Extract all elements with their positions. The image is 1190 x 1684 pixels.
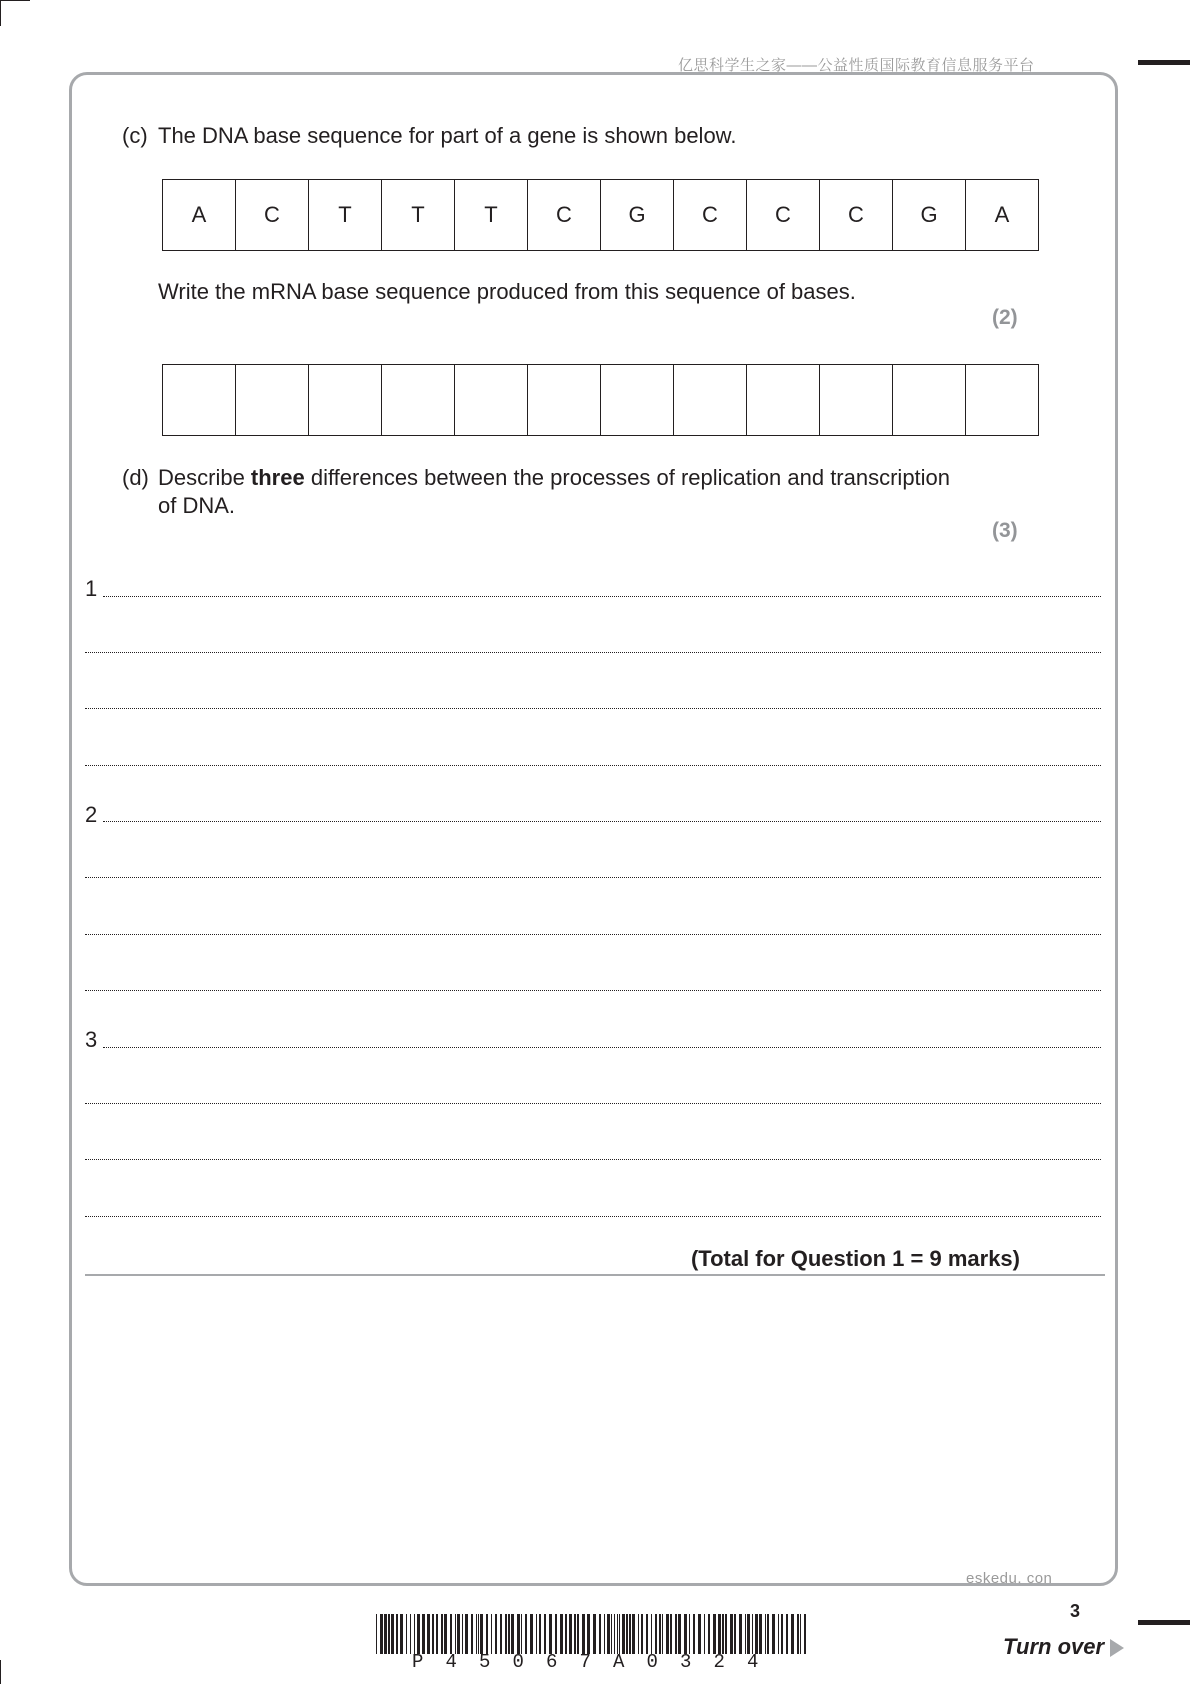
barcode-bar	[772, 1614, 775, 1654]
barcode-digit: 4	[445, 1651, 457, 1673]
dna-base-cell: T	[309, 180, 382, 251]
barcode-digit: 5	[479, 1651, 491, 1673]
answer-number: 3	[85, 1027, 98, 1052]
total-divider	[85, 1274, 1105, 1276]
barcode-digit: 3	[680, 1651, 692, 1673]
barcode-bar	[593, 1614, 596, 1654]
barcode-bar	[432, 1614, 434, 1654]
barcode-bar	[604, 1614, 605, 1654]
barcode-bar	[480, 1614, 483, 1654]
dna-base-cell: C	[528, 180, 601, 251]
barcode-bar	[607, 1614, 610, 1654]
barcode-bar	[414, 1614, 415, 1654]
dna-base-cell: C	[236, 180, 309, 251]
crop-mark	[0, 0, 30, 1]
barcode-bar	[511, 1614, 514, 1654]
barcode-bar	[417, 1614, 420, 1654]
answer-number: 2	[85, 802, 98, 827]
barcode-bar	[391, 1614, 394, 1654]
barcode-bar	[582, 1614, 585, 1654]
barcode-bar	[646, 1614, 648, 1654]
question-c-instruction: Write the mRNA base sequence produced from this sequence of bases.	[158, 279, 856, 304]
barcode-bar	[574, 1614, 576, 1654]
question-d-marks: (3)	[992, 519, 1018, 542]
barcode-bar	[678, 1614, 681, 1654]
barcode-bar	[745, 1614, 746, 1654]
question-d-text	[122, 464, 950, 492]
mrna-answer-cell[interactable]	[236, 365, 309, 436]
barcode-bar	[536, 1614, 537, 1654]
barcode-bar	[436, 1614, 438, 1654]
mrna-answer-cell[interactable]	[601, 365, 674, 436]
barcode-bar	[478, 1614, 479, 1654]
answer-line[interactable]	[85, 990, 1101, 991]
barcode-bar	[544, 1614, 546, 1654]
barcode-bar	[455, 1614, 456, 1654]
barcode-bar	[662, 1614, 663, 1654]
barcode-bar	[508, 1614, 510, 1654]
barcode-digit: 0	[512, 1651, 524, 1673]
barcode-bar	[629, 1614, 631, 1654]
barcode-bar	[786, 1614, 788, 1654]
answer-line[interactable]	[85, 934, 1101, 935]
dna-sequence-table	[162, 179, 1039, 251]
barcode-bar	[427, 1614, 430, 1654]
question-d-prompt-1: Describe	[158, 465, 251, 490]
answer-line[interactable]	[85, 1159, 1101, 1160]
barcode-bar	[462, 1614, 463, 1654]
barcode-bar	[725, 1614, 727, 1654]
footer-site: eskedu. con	[966, 1570, 1053, 1587]
barcode-bar	[599, 1614, 601, 1654]
barcode-bar	[505, 1614, 507, 1654]
barcode-bar	[730, 1614, 733, 1654]
mrna-answer-cell[interactable]	[747, 365, 820, 436]
barcode-bar	[457, 1614, 460, 1654]
barcode-bar	[666, 1614, 669, 1654]
barcode-bar	[659, 1614, 661, 1654]
barcode-bar	[641, 1614, 643, 1654]
barcode-digit: A	[613, 1651, 625, 1673]
dna-base-cell: T	[455, 180, 528, 251]
answer-line[interactable]	[85, 765, 1101, 766]
barcode-bar	[611, 1614, 612, 1654]
answer-number: 1	[85, 576, 98, 601]
barcode-bar	[767, 1614, 769, 1654]
margin-bar	[1138, 60, 1190, 65]
barcode-bar	[396, 1614, 398, 1654]
crop-mark	[0, 1660, 1, 1684]
barcode-bar	[465, 1614, 468, 1654]
barcode-bar	[632, 1614, 635, 1654]
page-number: 3	[1070, 1601, 1081, 1621]
barcode-bar	[530, 1614, 533, 1654]
barcode-bar	[752, 1614, 753, 1654]
barcode-bar	[495, 1614, 497, 1654]
answer-line[interactable]	[85, 1216, 1101, 1217]
barcode-bar	[765, 1614, 766, 1654]
answer-line[interactable]	[85, 652, 1101, 653]
barcode-bar	[619, 1614, 620, 1654]
question-c-text	[122, 122, 736, 150]
barcode-bar	[638, 1614, 639, 1654]
answer-line[interactable]	[103, 1047, 1101, 1048]
barcode-bar	[422, 1614, 425, 1654]
dna-base-cell: G	[601, 180, 674, 251]
margin-bar	[1138, 1620, 1190, 1625]
barcode-bar	[486, 1614, 488, 1654]
barcode-bar	[444, 1614, 447, 1654]
barcode-bar	[722, 1614, 724, 1654]
mrna-answer-cell[interactable]	[163, 365, 236, 436]
barcode-bar	[791, 1614, 794, 1654]
dna-base-cell: C	[674, 180, 747, 251]
barcode-bar	[587, 1614, 590, 1654]
barcode-bar	[747, 1614, 750, 1654]
answer-line[interactable]	[85, 877, 1101, 878]
crop-mark	[0, 0, 1, 26]
barcode-bar	[471, 1614, 473, 1654]
answer-line[interactable]	[85, 1103, 1101, 1104]
barcode-bar	[708, 1614, 710, 1654]
barcode-bar	[521, 1614, 522, 1654]
mrna-answer-cell[interactable]	[893, 365, 966, 436]
barcode-bar	[476, 1614, 477, 1654]
barcode-bar	[651, 1614, 652, 1654]
dna-base-cell: G	[893, 180, 966, 251]
barcode-bar	[675, 1614, 677, 1654]
answer-line[interactable]	[85, 708, 1101, 709]
barcode-bar	[755, 1614, 758, 1654]
mrna-answer-table	[162, 364, 1039, 436]
question-c-marks: (2)	[992, 306, 1018, 329]
barcode-bar	[684, 1614, 687, 1654]
barcode-bar	[617, 1614, 618, 1654]
barcode-bar	[491, 1614, 492, 1654]
question-c-prompt: The DNA base sequence for part of a gene is shown below.	[158, 123, 737, 148]
barcode-digit: 6	[546, 1651, 558, 1673]
barcode-bar	[539, 1614, 541, 1654]
barcode-bar	[713, 1614, 716, 1654]
barcode-digit: 4	[747, 1651, 759, 1673]
question-d-text-line2: of DNA.	[158, 493, 236, 518]
question-total: (Total for Question 1 = 9 marks)	[690, 1246, 1020, 1271]
barcode-bar	[614, 1614, 615, 1654]
barcode-bar	[718, 1614, 721, 1654]
barcode-bar	[517, 1614, 520, 1654]
barcode-bar	[525, 1614, 527, 1654]
barcode-bar	[450, 1614, 452, 1654]
barcode-bar	[797, 1614, 799, 1654]
barcode-bar	[626, 1614, 628, 1654]
barcode-bar	[778, 1614, 779, 1654]
barcode-bar	[441, 1614, 443, 1654]
barcode-icon	[376, 1614, 810, 1654]
barcode-text	[412, 1651, 781, 1673]
barcode-bar	[739, 1614, 742, 1654]
barcode-bar	[704, 1614, 705, 1654]
dna-base-cell: C	[820, 180, 893, 251]
barcode-bar	[388, 1614, 390, 1654]
answer-line[interactable]	[103, 596, 1101, 597]
question-d-label: (d)	[122, 465, 149, 490]
barcode-bar	[655, 1614, 657, 1654]
barcode-bar	[670, 1614, 672, 1654]
dna-base-cell: A	[163, 180, 236, 251]
mrna-answer-cell[interactable]	[455, 365, 528, 436]
barcode-bar	[698, 1614, 701, 1654]
barcode-digit: 0	[646, 1651, 658, 1673]
barcode-bar	[804, 1614, 806, 1654]
barcode-bar	[569, 1614, 572, 1654]
question-d-prompt-2: differences between the processes of replication and transcription	[304, 465, 951, 490]
mrna-answer-cell[interactable]	[966, 365, 1039, 436]
barcode-bar	[622, 1614, 625, 1654]
barcode-bar	[380, 1614, 383, 1654]
barcode-bar	[410, 1614, 411, 1654]
barcode-bar	[565, 1614, 567, 1654]
mrna-answer-cell[interactable]	[309, 365, 382, 436]
barcode-bar	[400, 1614, 403, 1654]
barcode-bar	[781, 1614, 783, 1654]
barcode-bar	[384, 1614, 387, 1654]
mrna-answer-cell[interactable]	[820, 365, 893, 436]
barcode-bar	[376, 1614, 377, 1654]
barcode-bar	[500, 1614, 502, 1654]
barcode-digit: P	[412, 1651, 424, 1673]
mrna-answer-cell[interactable]	[528, 365, 601, 436]
turn-over-label: Turn over	[1003, 1634, 1105, 1659]
dna-base-cell: A	[966, 180, 1039, 251]
barcode-digit: 7	[579, 1651, 591, 1673]
barcode-bar	[549, 1614, 552, 1654]
barcode-bar	[577, 1614, 579, 1654]
question-d-bold-word: three	[250, 465, 305, 490]
question-c-label: (c)	[122, 123, 148, 148]
barcode-bar	[800, 1614, 801, 1654]
dna-base-cell: T	[382, 180, 455, 251]
mrna-answer-cell[interactable]	[382, 365, 455, 436]
answer-line[interactable]	[103, 821, 1101, 822]
barcode-bar	[734, 1614, 736, 1654]
barcode-bar	[759, 1614, 762, 1654]
mrna-answer-cell[interactable]	[674, 365, 747, 436]
barcode-bar	[560, 1614, 563, 1654]
header-watermark: 亿思科学生之家——公益性质国际教育信息服务平台	[678, 57, 1035, 74]
dna-base-cell: C	[747, 180, 820, 251]
turn-over-arrow-icon	[1110, 1639, 1124, 1657]
barcode-digit: 2	[713, 1651, 725, 1673]
barcode-bar	[689, 1614, 690, 1654]
barcode-bar	[555, 1614, 557, 1654]
barcode-bar	[406, 1614, 407, 1654]
barcode-bar	[693, 1614, 695, 1654]
